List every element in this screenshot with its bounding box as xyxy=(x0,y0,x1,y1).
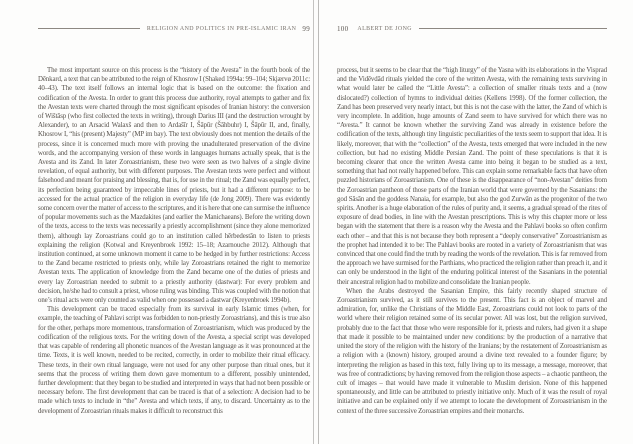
header-rule-right xyxy=(419,28,607,29)
body-paragraph: process, but it seems to be clear that the “high liturgy” of the Yasna with its elaborations in the Visprad and the Vidēvdād rituals yielded the core of the written Avesta, with the remaining texts surviving in what would later be called the “Little Avesta”: a collection of smaller rituals texts and a (now dislocated?) collection of hymns to individual deities (Kellens 1998). Of the former collection, the Zand has been preserved very nearly intact, but this is not the case with the latter, the Zand of which is very incomplete. In addition, huge amounts of Zand seem to have survived for which there was no “Avesta.” It cannot be known whether the surviving Zand was already in existence before the codification of the texts, although tiny linguistic peculiarities of the texts seem to support that idea. It is likely, moreover, that with the “collection” of the Avesta, texts emerged that were included in the new collection, but had no existing Middle Persian Zand. The point of these speculations is that it is becoming clearer that once the written Avesta came into being it began to be studied as a text, something that had not really happened before. This can explain some remarkable facts that have often puzzled historians of Zoroastrianism. One of these is the disappearance of “non-Avestan” deities from the Zoroastrian pantheon of those parts of the Iranian world that were governed by the Sasanians: the god Sāsān and the goddess Nanaia, for example, but also the god Zurwān as the progenitor of the two spirits. Another is a huge elaboration of the rules of purity and, it seems, a gradual spread of the rites of exposure of dead bodies, in line with the Avestan prescriptions. This is why this chapter more or less began with the statement that there is a reason why the Avesta and the Pahlavi books so often confirm each other – and that this is not because they both represent a “deeply conservative” Zoroastrianism as the prophet had intended it to be: The Pahlavi books are rooted in a variety of Zoroastrianism that was convinced that one could find the truth by reading the words of the revelation. This is far removed from the approach we have surmised for the Parthians, who practiced the religion rather than preach it, and it can only be understood in the light of the enduring political interest of the Sasanians in the potential their ancestral religion had to mobilize and consolidate the Iranian people. xyxy=(337,67,607,286)
page-100 xyxy=(337,24,607,416)
running-head-left xyxy=(38,24,310,33)
body-paragraph: This development can be traced especially from its survival in early Islamic times (when, for example, the teaching of Pahlavi script was forbidden to non-priestly Zoroastrians), and this is true also for the other, perhaps more momentous, transformation of Zoroastrianism, which was produced by the codification of the religious texts. For the writing down of the Avesta, a special script was developed that was capable of rendering all phonetic nuances of the Avestan language as it was pronounced at the time. Texts, it is well known, needed to be recited, correctly, in order to mobilize their ritual efficacy. These texts, in their own ritual language, were not used for any other purpose than ritual ones, but it seems that the process of writing them down gave momentum to a different, possibly unintended, further development: that they began to be studied and interpreted in ways that had not been possible or necessary before. The first development that can be traced is that of a selection: A decision had to be made which texts to include in “the” Avesta and which texts, if any, to discard. Uncertainty as to the development of Zoroastrian rituals makes it difficult to reconstruct this xyxy=(38,306,310,415)
page-99 xyxy=(38,24,310,416)
page-number-right: 100 xyxy=(337,24,349,33)
running-author: ALBERT DE JONG xyxy=(357,25,413,32)
header-rule-left xyxy=(38,28,140,29)
running-title: RELIGION AND POLITICS IN PRE-ISLAMIC IRAN xyxy=(146,25,297,32)
page-body-right xyxy=(337,66,607,416)
running-head-right xyxy=(337,24,607,33)
page-gutter-line xyxy=(318,0,319,444)
body-paragraph: When the Arabs destroyed the Sasanian Empire, this fairly recently shaped structure of Zoroastrianism survived, as it still survives to the present. This fact is an object of marvel and admiration, for, unlike the Christians of the Middle East, Zoroastrians could not look to parts of the world where their religion retained some of its secular power. All was lost, but the religion survived, probably due to the fact that those who were responsible for it, priests and rulers, had given it a shape that made it possible to be maintained under new conditions: by the production of a narrative that united the story of the religion with the history of the Iranians; by the restatement of Zoroastrianism as a religion with a (known) history, grouped around a divine text revealed to a founder figure; by interpreting the religion as based in this text, fully living up to its message, a message, moreover, that was free of contradictions; by having removed from the religion those aspects – a chaotic pantheon, the cult of images – that would have made it vulnerable to Muslim derision. None of this happened spontaneously, and little can be attributed to priestly initiative only. Much of it was the result of royal initiative and can be explained only if we attempt to locate the development of Zoroastrianism in the context of the three successive Zoroastrian empires and their monarchs. xyxy=(337,287,607,415)
page-gutter-line xyxy=(313,0,314,444)
page-number-left: 99 xyxy=(302,24,310,33)
page-body-left xyxy=(38,66,310,416)
body-paragraph: The most important source on this process is the “history of the Avesta” in the fourth book of the Dēnkard, a text that can be attributed to the reign of Khosrow I (Shaked 1994a: 99–104; Skjærvø 2011c: 40–43). The text itself follows an internal logic that is based on the outcome: the fixation and codification of the Avesta. In order to grant this process due authority, royal attempts to gather and fix the Avestan texts were charted through the most significant episodes of Iranian history: the conversion of Wištāsp (who first collected the texts in writing), through Darius III (and the destruction wrought by Alexander), to an Arsacid Walaxš and then to Ardašīr I, Šāpūr (Šāhbuhr) I, Šāpūr II, and, finally, Khosrow I, “his (present) Majesty” (MP im bay). The text obviously does not mention the details of the process, since it is concerned much more with proving the unadulterated preservation of the divine words, and the accompanying version of these words in languages humans actually speak, that is the Avesta and its Zand. In later Zoroastrianism, these two were seen as two halves of a single divine revelation, of equal authority, but with different purposes. The Avestan texts were perfect and without falsehood and meant for praising and blessing, that is, for use in the ritual; the Zand was equally perfect, its perfection being guaranteed by impeccable lines of priests, but it had a different purpose: to be accessed for the actual practice of the religion in everyday life (de Jong 2009). There was evidently some concern over the matter of access to the scriptures, and it is here that one can surmise the influence of popular movements such as the Mazdakites (and earlier the Manichaeans). Before the writing down of the texts, access to the texts was necessarily a priestly accomplishment (since they alone memorized them), although lay Zoroastrians could go to an institution called hērbedestān to listen to priests explaining the religion (Kotwal and Kreyenbroek 1992: 15–18; Azarnouche 2012). Although that institution continued, at some unknown moment it came to be hedged in by further restrictions: Access to the Zand became restricted to priests only, while lay Zoroastrians retained the right to memorize Avestan texts. The application of knowledge from the Zand became one of the duties of priests and every lay Zoroastrian needed to submit to a priestly authority (dastwar): For every problem and decision, he/she had to consult a priest, whose ruling was binding. This was coupled with the notion that one’s ritual acts were only counted as valid when one possessed a dastwar (Kreyenbroek 1994b). xyxy=(38,67,310,305)
